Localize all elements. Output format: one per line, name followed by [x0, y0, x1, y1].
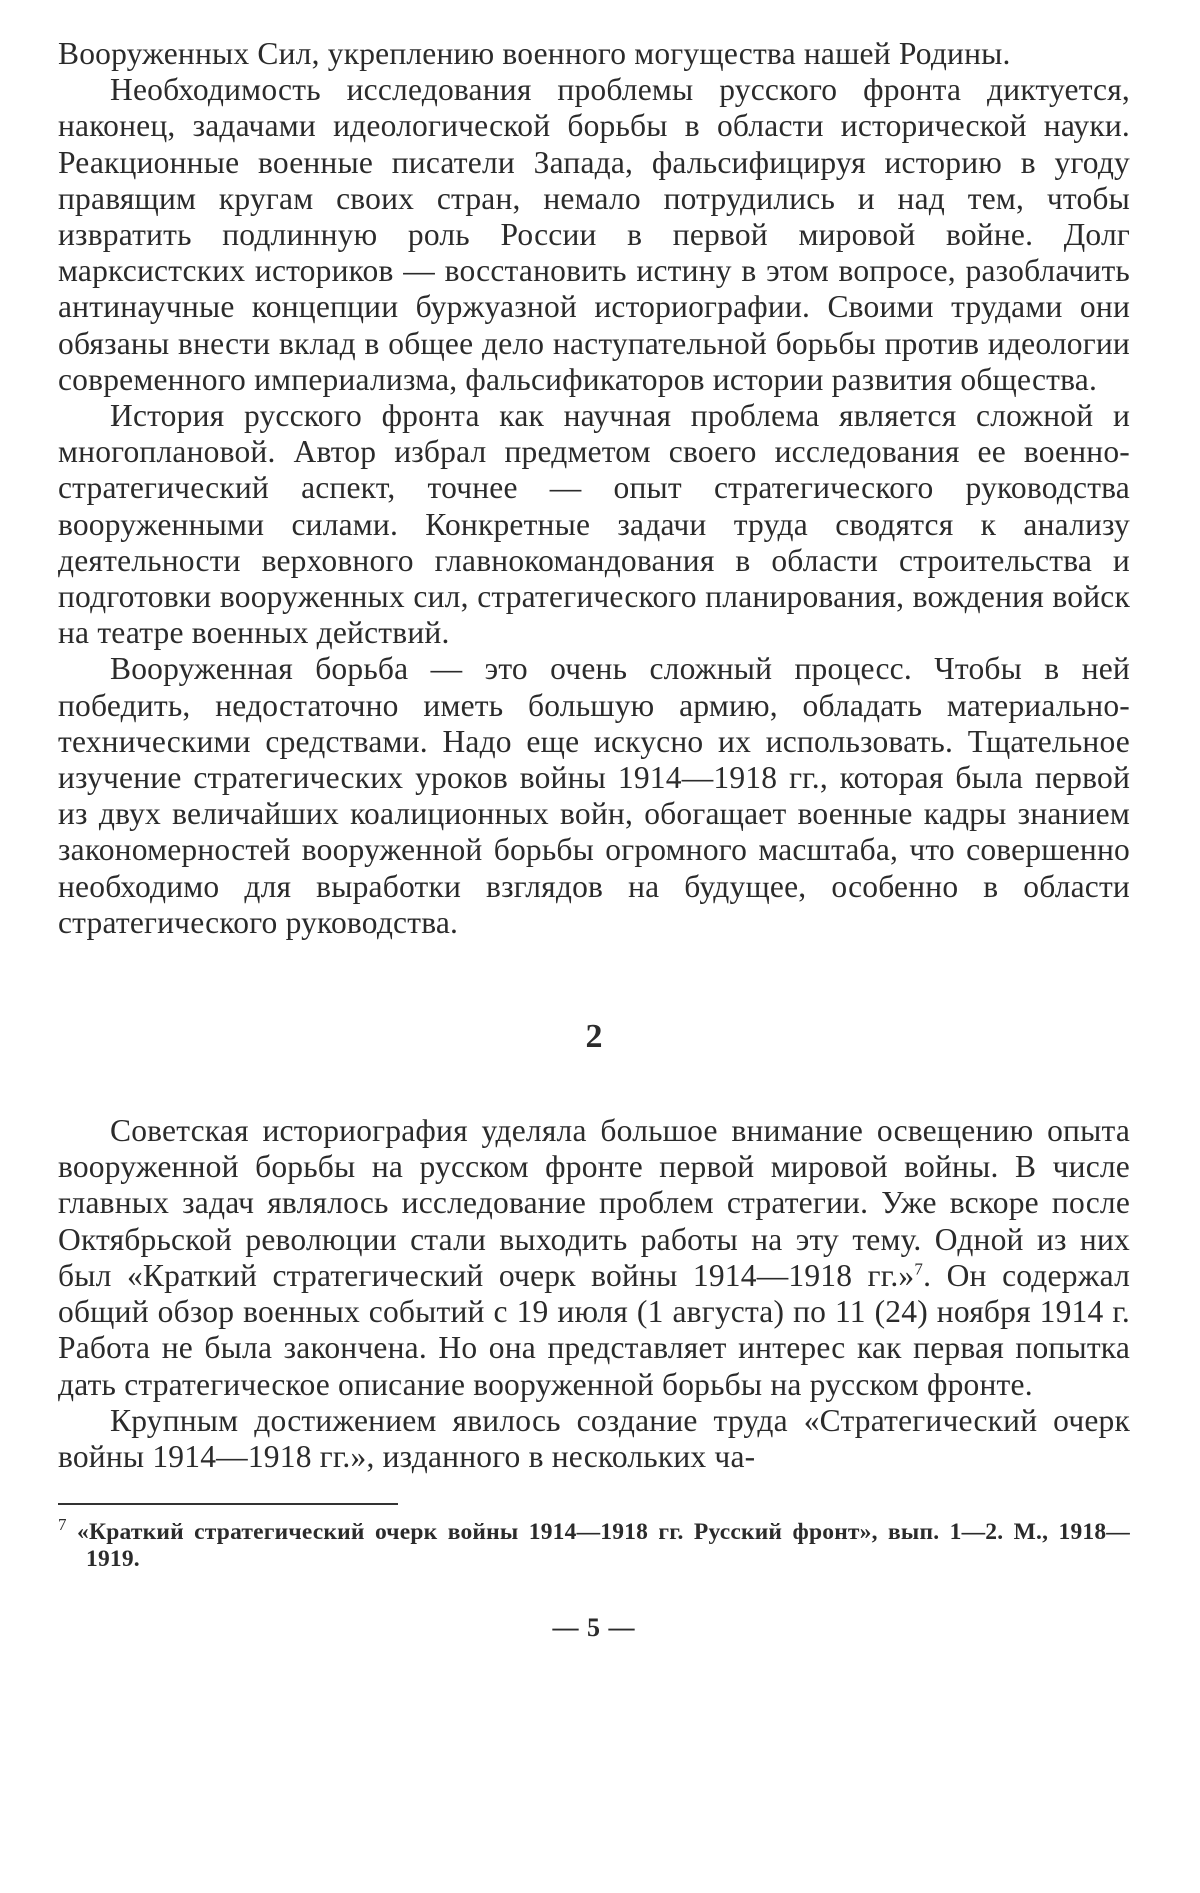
paragraph: История русского фронта как научная проблема является сложной и многоплановой. Автор избрал предметом своего исследования ее военно-стратегический аспект, точнее — опыт стратегического руководства вооруженными силами. Конкретные задачи труда сводятся к анализу деятельности верховного главнокомандования в области строительства и подготовки вооруженных сил, стратегического планирования, вождения войск на театре военных действий.	[58, 398, 1130, 651]
paragraph: Крупным достижением явилось создание труда «Стратегический очерк войны 1914—1918 гг.», изданного в нескольких ча-	[58, 1402, 1130, 1474]
footnote-mark: 7	[58, 1515, 67, 1535]
footnote-divider	[58, 1503, 398, 1505]
footnote	[58, 1515, 1130, 1573]
footnote-text: «Краткий стратегический очерк войны 1914—1918 гг. Русский фронт», вып. 1—2. М., 1918—1919.	[77, 1519, 1130, 1573]
footnote-reference: 7	[914, 1259, 924, 1279]
paragraph-text: Советская историография уделяла большое внимание освещению опыта вооруженной борьбы на русском фронте первой мировой войны. В числе главных задач являлось исследование проблем стратегии. Уже вскоре после Октябрьской революции стали выходить работы на эту тему. Одной из них был «Краткий стратегический очерк войны 1914—1918 гг.»	[58, 1113, 1130, 1293]
paragraph: Необходимость исследования проблемы русского фронта диктуется, наконец, задачами идеологической борьбы в области исторической науки. Реакционные военные писатели Запада, фальсифицируя историю в угоду правящим кругам своих стран, немало потрудились и над тем, чтобы извратить подлинную роль России в первой мировой войне. Долг марксистских историков — восстановить истину в этом вопросе, разоблачить антинаучные концепции буржуазной историографии. Своими трудами они обязаны внести вклад в общее дело наступательной борьбы против идеологии современного империализма, фальсификаторов истории развития общества.	[58, 72, 1130, 397]
page-body	[58, 36, 1130, 1643]
paragraph: Вооруженных Сил, укреплению военного могущества нашей Родины.	[58, 36, 1011, 71]
paragraph: Вооруженная борьба — это очень сложный процесс. Чтобы в ней победить, недостаточно иметь большую армию, обладать материально-техническими средствами. Надо еще искусно их использовать. Тщательное изучение стратегических уроков войны 1914—1918 гг., которая была первой из двух величайших коалиционных войн, обогащает военные кадры знанием закономерностей вооруженной борьбы огромного масштаба, что совершенно необходимо для выработки взглядов на будущее, особенно в области стратегического руководства.	[58, 651, 1130, 940]
page-number: — 5 —	[552, 1613, 636, 1643]
paragraph	[58, 1113, 1130, 1403]
section-number: 2	[585, 1018, 603, 1056]
paragraph-text: . Он содержал общий обзор военных событий с 19 июля (1 августа) по 11 (24) ноября 1914 г. Работа не была закончена. Но она представляет интерес как первая попытка дать стратегическое описание вооруженной борьбы на русском фронте.	[58, 1257, 1130, 1402]
